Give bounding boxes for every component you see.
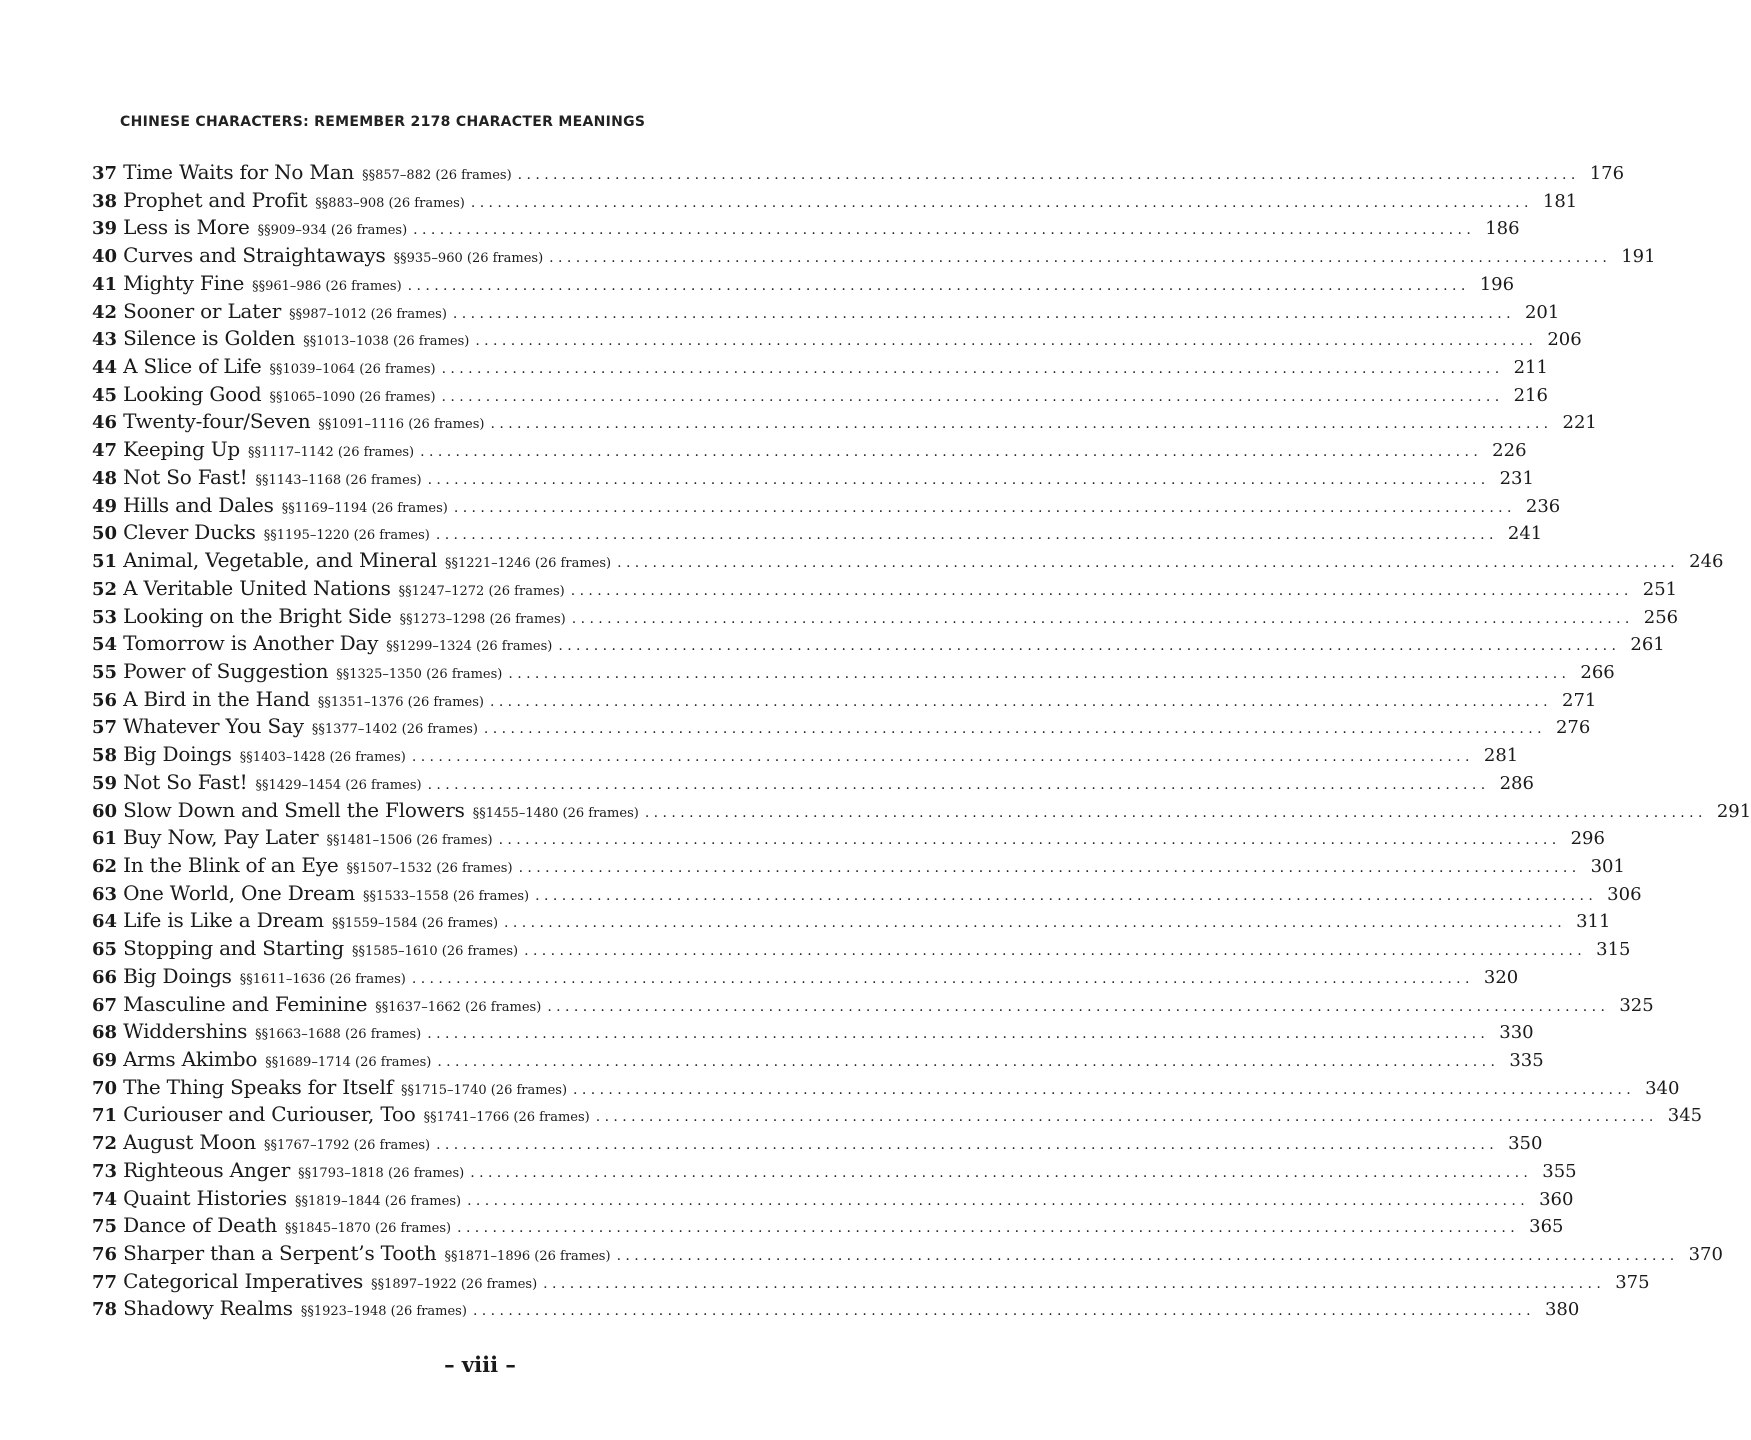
frame-range: §§1117–1142 (26 frames)	[248, 445, 415, 461]
dot-leader: ........................................................................................................................	[427, 471, 1490, 488]
page-number: 301	[1590, 855, 1625, 877]
chapter-title: Looking on the Bright Side	[123, 603, 392, 628]
dot-leader: ........................................................................................................................	[616, 1248, 1679, 1265]
toc-entry	[92, 686, 1597, 715]
chapter-title: Dance of Death	[123, 1213, 278, 1238]
toc-entry	[92, 298, 1560, 327]
page-number: 176	[1589, 163, 1625, 184]
toc-entry	[92, 963, 1519, 992]
toc-entry	[92, 1296, 1580, 1324]
dot-leader: ........................................................................................................................	[547, 998, 1610, 1015]
chapter-title: In the Blink of an Eye	[123, 852, 339, 877]
toc-entry	[92, 520, 1543, 548]
page-number: 320	[1483, 966, 1519, 988]
toc-entry	[92, 742, 1519, 770]
page-number: 246	[1689, 551, 1724, 573]
frame-range: §§1819–1844 (26 frames)	[294, 1193, 462, 1209]
frame-range: §§1039–1064 (26 frames)	[269, 362, 436, 378]
frame-range: §§1169–1194 (26 frames)	[281, 500, 448, 516]
dot-leader: ........................................................................................................................	[595, 1109, 1658, 1126]
chapter-number: 71	[92, 1105, 118, 1127]
chapter-title: Masculine and Feminine	[123, 991, 368, 1016]
dot-leader: ........................................................................................................................	[570, 582, 1633, 599]
toc-entry	[92, 548, 1724, 576]
dot-leader: ........................................................................................................................	[517, 167, 1580, 183]
dot-leader: ........................................................................................................................	[472, 1303, 1535, 1320]
toc-entry	[92, 1213, 1564, 1241]
chapter-number: 47	[92, 440, 118, 462]
toc-entry	[92, 825, 1605, 853]
chapter-title: Mighty Fine	[123, 270, 245, 295]
dot-leader: ........................................................................................................................	[435, 527, 1498, 544]
dot-leader: ........................................................................................................................	[644, 804, 1707, 821]
toc-entry	[92, 243, 1656, 271]
chapter-number: 45	[92, 384, 118, 406]
toc-entry	[92, 603, 1679, 632]
toc-entry	[92, 1268, 1650, 1297]
chapter-title: Whatever You Say	[123, 714, 304, 739]
toc-entry	[92, 797, 1751, 826]
page-number: 281	[1483, 745, 1519, 767]
page-number: 276	[1555, 717, 1591, 739]
chapter-number: 53	[92, 606, 118, 628]
page-number: 251	[1642, 578, 1678, 600]
chapter-number: 78	[92, 1299, 118, 1321]
toc-entry	[92, 1185, 1574, 1214]
chapter-title: Stopping and Starting	[123, 936, 344, 961]
toc-entry	[92, 852, 1625, 881]
chapter-title: Righteous Anger	[123, 1157, 291, 1182]
page-number: 360	[1539, 1188, 1574, 1210]
page-number: 311	[1576, 911, 1611, 933]
frame-range: §§1767–1792 (26 frames)	[263, 1138, 431, 1154]
chapter-title: A Slice of Life	[123, 354, 262, 379]
chapter-title: A Veritable United Nations	[123, 575, 391, 600]
dot-leader: ........................................................................................................................	[437, 1054, 1500, 1070]
toc-entry	[92, 769, 1534, 798]
chapter-title: Time Waits for No Man	[123, 160, 355, 184]
page-number: 340	[1645, 1077, 1680, 1099]
page-number: 325	[1619, 994, 1654, 1016]
page-number: 231	[1499, 467, 1534, 489]
chapter-number: 38	[92, 190, 118, 212]
chapter-number: 52	[92, 578, 118, 600]
chapter-title: Clever Ducks	[123, 520, 256, 545]
chapter-number: 76	[92, 1244, 118, 1266]
toc-entry	[92, 270, 1515, 299]
page-number: 370	[1688, 1244, 1723, 1266]
page-folio: – viii –	[444, 1352, 516, 1377]
chapter-title: Arms Akimbo	[123, 1047, 258, 1071]
dot-leader: ........................................................................................................................	[504, 915, 1567, 932]
frame-range: §§935–960 (26 frames)	[393, 251, 544, 267]
dot-leader: ........................................................................................................................	[470, 194, 1533, 211]
chapter-number: 62	[92, 855, 118, 877]
chapter-number: 75	[92, 1216, 118, 1238]
chapter-title: Power of Suggestion	[123, 658, 329, 683]
dot-leader: ........................................................................................................................	[558, 638, 1621, 655]
toc-entry	[92, 492, 1561, 521]
frame-range: §§1429–1454 (26 frames)	[255, 777, 422, 793]
page-number: 291	[1716, 800, 1751, 822]
chapter-title: Tomorrow is Another Day	[123, 631, 379, 656]
chapter-title: Not So Fast!	[123, 769, 248, 794]
dot-leader: ........................................................................................................................	[427, 776, 1490, 793]
frame-range: §§1325–1350 (26 frames)	[336, 666, 503, 682]
frame-range: §§1299–1324 (26 frames)	[386, 639, 553, 655]
dot-leader: ........................................................................................................................	[535, 887, 1598, 904]
toc-entry	[92, 437, 1527, 465]
toc-entry	[92, 658, 1615, 687]
chapter-number: 66	[92, 966, 118, 988]
frame-range: §§1403–1428 (26 frames)	[239, 750, 406, 766]
toc-entry	[92, 1241, 1723, 1269]
page-number: 330	[1499, 1022, 1534, 1044]
page-number: 211	[1513, 357, 1548, 379]
chapter-number: 67	[92, 994, 118, 1016]
table-of-contents	[92, 160, 1751, 1324]
frame-range: §§1507–1532 (26 frames)	[346, 860, 513, 876]
frame-range: §§1845–1870 (26 frames)	[285, 1221, 452, 1237]
frame-range: §§1221–1246 (26 frames)	[445, 556, 612, 572]
frame-range: §§1091–1116 (26 frames)	[318, 417, 485, 433]
page-number: 241	[1507, 523, 1543, 545]
frame-range: §§1793–1818 (26 frames)	[298, 1165, 465, 1181]
dot-leader: ........................................................................................................................	[571, 610, 1634, 627]
frame-range: §§1897–1922 (26 frames)	[371, 1276, 538, 1292]
frame-range: §§1351–1376 (26 frames)	[317, 694, 484, 710]
frame-range: §§883–908 (26 frames)	[315, 195, 465, 211]
chapter-title: Big Doings	[123, 742, 232, 767]
chapter-title: Looking Good	[123, 381, 262, 406]
chapter-number: 61	[92, 828, 118, 850]
chapter-title: Animal, Vegetable, and Mineral	[123, 548, 438, 573]
frame-range: §§1065–1090 (26 frames)	[269, 389, 436, 405]
toc-entry	[92, 1157, 1577, 1186]
page-number: 380	[1544, 1299, 1580, 1321]
dot-leader: ........................................................................................................................	[411, 749, 1474, 766]
dot-leader: ........................................................................................................................	[573, 1081, 1636, 1098]
page-number: 181	[1542, 190, 1578, 212]
chapter-title: Shadowy Realms	[123, 1296, 293, 1321]
chapter-title: Silence is Golden	[123, 326, 296, 351]
dot-leader: ........................................................................................................................	[427, 1026, 1490, 1043]
chapter-number: 40	[92, 246, 118, 268]
toc-entry	[92, 908, 1611, 936]
chapter-number: 56	[92, 689, 118, 711]
dot-leader: ........................................................................................................................	[498, 832, 1561, 849]
toc-entry	[92, 880, 1642, 909]
frame-range: §§1689–1714 (26 frames)	[265, 1055, 432, 1070]
frame-range: §§1195–1220 (26 frames)	[263, 528, 430, 544]
frame-range: §§1663–1688 (26 frames)	[255, 1027, 422, 1043]
chapter-title: The Thing Speaks for Itself	[123, 1074, 393, 1099]
frame-range: §§1585–1610 (26 frames)	[352, 944, 519, 960]
dot-leader: ........................................................................................................................	[617, 555, 1680, 572]
toc-entry	[92, 326, 1582, 354]
page-number: 191	[1621, 246, 1656, 268]
frame-range: §§1143–1168 (26 frames)	[255, 472, 422, 488]
toc-entry	[92, 1019, 1534, 1047]
page-number: 345	[1667, 1105, 1703, 1127]
frame-range: §§909–934 (26 frames)	[257, 223, 408, 239]
dot-leader: ........................................................................................................................	[467, 1192, 1530, 1209]
dot-leader: ........................................................................................................................	[470, 1164, 1533, 1181]
dot-leader: ........................................................................................................................	[436, 1137, 1499, 1154]
page-number: 375	[1615, 1271, 1650, 1293]
page-number: 196	[1479, 273, 1515, 295]
chapter-number: 50	[92, 523, 118, 545]
chapter-number: 48	[92, 467, 118, 489]
frame-range: §§1481–1506 (26 frames)	[326, 833, 493, 849]
page-number: 261	[1630, 634, 1665, 656]
dot-leader: ........................................................................................................................	[490, 416, 1553, 433]
dot-leader: ........................................................................................................................	[413, 222, 1476, 239]
page-number: 350	[1508, 1133, 1543, 1155]
toc-entry	[92, 1102, 1703, 1130]
toc-entry	[92, 936, 1631, 964]
chapter-number: 65	[92, 939, 118, 961]
page-number: 226	[1492, 440, 1527, 462]
chapter-number: 42	[92, 301, 118, 323]
chapter-number: 43	[92, 329, 118, 351]
running-head: CHINESE CHARACTERS: REMEMBER 2178 CHARACTER MEANINGS	[120, 114, 646, 130]
page-number: 355	[1542, 1160, 1577, 1182]
toc-entry	[92, 575, 1678, 604]
chapter-number: 72	[92, 1133, 118, 1155]
chapter-number: 51	[92, 551, 118, 573]
dot-leader: ........................................................................................................................	[518, 859, 1581, 876]
chapter-title: Widdershins	[123, 1019, 248, 1044]
chapter-number: 57	[92, 717, 118, 739]
dot-leader: ........................................................................................................................	[549, 250, 1612, 267]
dot-leader: ........................................................................................................................	[483, 721, 1546, 738]
page-number: 296	[1570, 828, 1605, 850]
toc-entry	[92, 631, 1665, 659]
dot-leader: ........................................................................................................................	[420, 444, 1483, 461]
chapter-title: Twenty-four/Seven	[123, 409, 311, 434]
page-number: 256	[1643, 606, 1679, 628]
dot-leader: ........................................................................................................................	[452, 305, 1515, 322]
chapter-title: Prophet and Profit	[123, 187, 308, 212]
toc-entry	[92, 1074, 1680, 1103]
frame-range: §§1377–1402 (26 frames)	[311, 722, 478, 738]
dot-leader: ........................................................................................................................	[457, 1220, 1520, 1237]
chapter-number: 68	[92, 1022, 118, 1044]
dot-leader: ........................................................................................................................	[524, 943, 1587, 960]
chapter-number: 64	[92, 911, 118, 933]
dot-leader: ........................................................................................................................	[489, 693, 1552, 710]
page-number: 186	[1485, 218, 1520, 240]
frame-range: §§1741–1766 (26 frames)	[423, 1110, 590, 1126]
chapter-title: Curves and Straightaways	[123, 243, 386, 268]
page-number: 306	[1607, 883, 1642, 905]
toc-entry	[92, 714, 1591, 742]
toc-entry	[92, 215, 1520, 243]
chapter-number: 59	[92, 772, 118, 794]
frame-range: §§1637–1662 (26 frames)	[375, 999, 542, 1015]
frame-range: §§1247–1272 (26 frames)	[398, 583, 565, 599]
chapter-number: 70	[92, 1077, 118, 1099]
chapter-number: 74	[92, 1188, 118, 1210]
page-number: 221	[1562, 412, 1597, 434]
chapter-title: Quaint Histories	[123, 1185, 287, 1210]
toc-entry	[92, 160, 1625, 188]
frame-range: §§1273–1298 (26 frames)	[399, 611, 566, 627]
chapter-title: Sooner or Later	[123, 298, 282, 323]
page-number: 335	[1509, 1050, 1544, 1071]
dot-leader: ........................................................................................................................	[411, 970, 1474, 987]
frame-range: §§1923–1948 (26 frames)	[300, 1304, 467, 1320]
dot-leader: ........................................................................................................................	[543, 1275, 1606, 1292]
chapter-title: Less is More	[123, 215, 250, 240]
chapter-title: August Moon	[123, 1130, 256, 1155]
chapter-title: Hills and Dales	[123, 492, 274, 517]
chapter-number: 69	[92, 1050, 118, 1071]
chapter-number: 46	[92, 412, 118, 434]
chapter-number: 58	[92, 745, 118, 767]
page-number: 216	[1513, 384, 1548, 406]
toc-entry	[92, 991, 1654, 1020]
chapter-title: Curiouser and Curiouser, Too	[123, 1102, 416, 1127]
frame-range: §§987–1012 (26 frames)	[289, 306, 447, 322]
chapter-title: Sharper than a Serpent’s Tooth	[123, 1241, 437, 1266]
page-number: 286	[1499, 772, 1534, 794]
page-number: 271	[1562, 689, 1597, 711]
chapter-title: Slow Down and Smell the Flowers	[123, 797, 465, 822]
frame-range: §§961–986 (26 frames)	[252, 278, 402, 294]
chapter-title: Buy Now, Pay Later	[123, 825, 319, 850]
chapter-title: One World, One Dream	[123, 880, 356, 905]
toc-entry	[92, 464, 1534, 493]
page-number: 315	[1596, 939, 1631, 961]
chapter-title: Not So Fast!	[123, 464, 248, 489]
chapter-number: 77	[92, 1271, 118, 1293]
dot-leader: ........................................................................................................................	[453, 499, 1516, 516]
toc-entry	[92, 1130, 1543, 1158]
chapter-number: 55	[92, 661, 118, 683]
chapter-number: 49	[92, 495, 118, 517]
chapter-number: 41	[92, 273, 118, 295]
page-number: 236	[1525, 495, 1561, 517]
page-number: 206	[1547, 329, 1582, 351]
chapter-number: 39	[92, 218, 118, 240]
chapter-number: 54	[92, 634, 118, 656]
chapter-number: 44	[92, 357, 118, 379]
frame-range: §§1611–1636 (26 frames)	[239, 971, 406, 987]
dot-leader: ........................................................................................................................	[407, 277, 1470, 294]
chapter-number: 37	[92, 163, 118, 184]
chapter-title: A Bird in the Hand	[123, 686, 310, 711]
dot-leader: ........................................................................................................................	[475, 333, 1538, 350]
toc-entry	[92, 409, 1597, 437]
page-number: 266	[1580, 661, 1615, 683]
chapter-title: Life is Like a Dream	[123, 908, 324, 933]
toc-entry	[92, 1047, 1544, 1075]
dot-leader: ........................................................................................................................	[441, 361, 1504, 378]
toc-entry	[92, 187, 1578, 216]
page-number: 365	[1529, 1216, 1564, 1238]
dot-leader: ........................................................................................................................	[508, 665, 1571, 682]
frame-range: §§1871–1896 (26 frames)	[444, 1249, 611, 1265]
chapter-title: Keeping Up	[123, 437, 241, 462]
dot-leader: ........................................................................................................................	[441, 388, 1504, 405]
chapter-number: 73	[92, 1160, 118, 1182]
frame-range: §§1715–1740 (26 frames)	[400, 1082, 568, 1098]
frame-range: §§1455–1480 (26 frames)	[472, 805, 639, 821]
page-number: 201	[1524, 301, 1560, 323]
toc-entry	[92, 354, 1548, 382]
chapter-number: 60	[92, 800, 118, 822]
frame-range: §§1559–1584 (26 frames)	[331, 916, 499, 932]
frame-range: §§1533–1558 (26 frames)	[363, 888, 530, 904]
chapter-title: Categorical Imperatives	[123, 1268, 364, 1293]
toc-entry	[92, 381, 1548, 410]
frame-range: §§857–882 (26 frames)	[362, 168, 512, 183]
frame-range: §§1013–1038 (26 frames)	[303, 334, 470, 350]
chapter-number: 63	[92, 883, 118, 905]
chapter-title: Big Doings	[123, 963, 232, 988]
